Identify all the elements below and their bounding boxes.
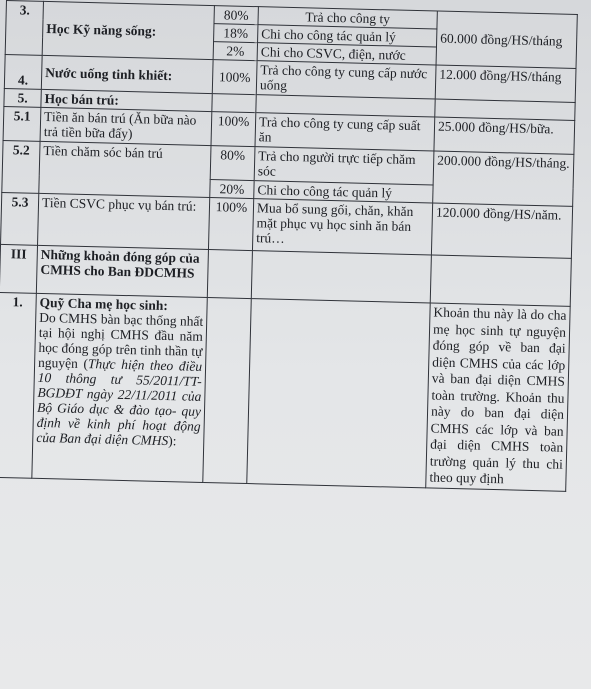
item-name: Tiền ăn bán trú (Ăn bữa nào trả tiền bữa đấy) bbox=[40, 107, 212, 145]
usage-cell bbox=[247, 299, 430, 488]
table-row bbox=[0, 292, 570, 490]
amount-cell: 200.000 đồng/HS/tháng. bbox=[433, 151, 574, 206]
usage-cell: Chi cho công tác quản lý bbox=[254, 181, 433, 203]
fund-description bbox=[32, 293, 207, 482]
percent-cell bbox=[207, 250, 252, 299]
usage-cell: Trả cho công ty cung cấp nước uống bbox=[256, 61, 436, 99]
row-number: 5.3 bbox=[1, 192, 39, 245]
percent-cell: 20% bbox=[210, 180, 254, 199]
percent-cell bbox=[212, 94, 256, 113]
percent-cell: 2% bbox=[213, 42, 257, 61]
amount-cell: 60.000 đồng/HS/tháng bbox=[436, 11, 577, 68]
amount-cell: 25.000 đồng/HS/bữa. bbox=[434, 117, 575, 154]
row-number: III bbox=[0, 244, 38, 293]
percent-cell: 80% bbox=[214, 6, 258, 25]
usage-cell: Chi cho công tác quản lý bbox=[258, 25, 437, 47]
percent-cell: 100% bbox=[211, 112, 256, 147]
percent-cell bbox=[203, 298, 251, 484]
row-number: 1. bbox=[0, 292, 36, 477]
row-number: 3. bbox=[5, 1, 43, 56]
item-name: Nước uống tinh khiết: bbox=[41, 55, 213, 93]
row-number: 4. bbox=[4, 54, 42, 89]
usage-cell bbox=[251, 251, 431, 303]
usage-cell: Trả cho công ty bbox=[258, 7, 437, 29]
fund-title: Quỹ Cha mẹ học sinh: bbox=[39, 294, 169, 314]
percent-cell: 80% bbox=[210, 146, 255, 181]
row-number: 5. bbox=[4, 88, 41, 107]
item-name: Tiền CSVC phục vụ bán trú: bbox=[38, 193, 210, 249]
percent-cell: 100% bbox=[208, 198, 253, 251]
usage-cell: Trả cho công ty cung cấp suất ăn bbox=[255, 113, 435, 151]
item-name: Học Kỹ năng sống: bbox=[42, 1, 214, 59]
usage-cell: Chi cho CSVC, điện, nước bbox=[257, 43, 436, 65]
fund-desc-end: ): bbox=[168, 433, 177, 449]
fund-note: Khoản thu này là do cha mẹ học sinh tự nguyện đóng góp về ban đại diện CMHS của các lớp và ban đại diện CMHS toàn trường. Khoản thu này do ban đại diện CMHS các lớp và ban đại diện CMHS toàn trường quản lý thu chi theo quy định bbox=[426, 303, 570, 491]
percent-cell: 18% bbox=[214, 24, 258, 43]
fund-desc-text: Do CMHS bàn bạc thống nhất tại hội nghị CMHS đầu năm học đóng góp trên tinh thần tự nguyện ( bbox=[37, 309, 204, 372]
usage-cell: Trả cho người trực tiếp chăm sóc bbox=[254, 147, 434, 185]
item-name: Tiền chăm sóc bán trú bbox=[39, 141, 211, 197]
item-name: Học bán trú: bbox=[41, 89, 212, 111]
amount-cell: 120.000 đồng/HS/năm. bbox=[431, 203, 572, 258]
fund-legal-basis: Thực hiện theo điều 10 thông tư 55/2011/TT-BGDĐT ngày 22/11/2011 của Bộ Giáo dục & đào tạo- quy định về kinh phí hoạt động của Ban đại diện CMHS bbox=[36, 356, 203, 449]
amount-cell bbox=[430, 255, 571, 306]
item-name: Những khoản đóng góp của CMHS cho Ban ĐDCMHS bbox=[36, 245, 208, 297]
amount-cell: 12.000 đồng/HS/tháng bbox=[435, 65, 576, 102]
usage-cell: Mua bổ sung gối, chăn, khăn mặt phục vụ học sinh ăn bán trú… bbox=[252, 199, 432, 255]
row-number: 5.1 bbox=[3, 106, 41, 141]
percent-cell: 100% bbox=[212, 60, 257, 95]
row-number: 5.2 bbox=[2, 140, 40, 193]
